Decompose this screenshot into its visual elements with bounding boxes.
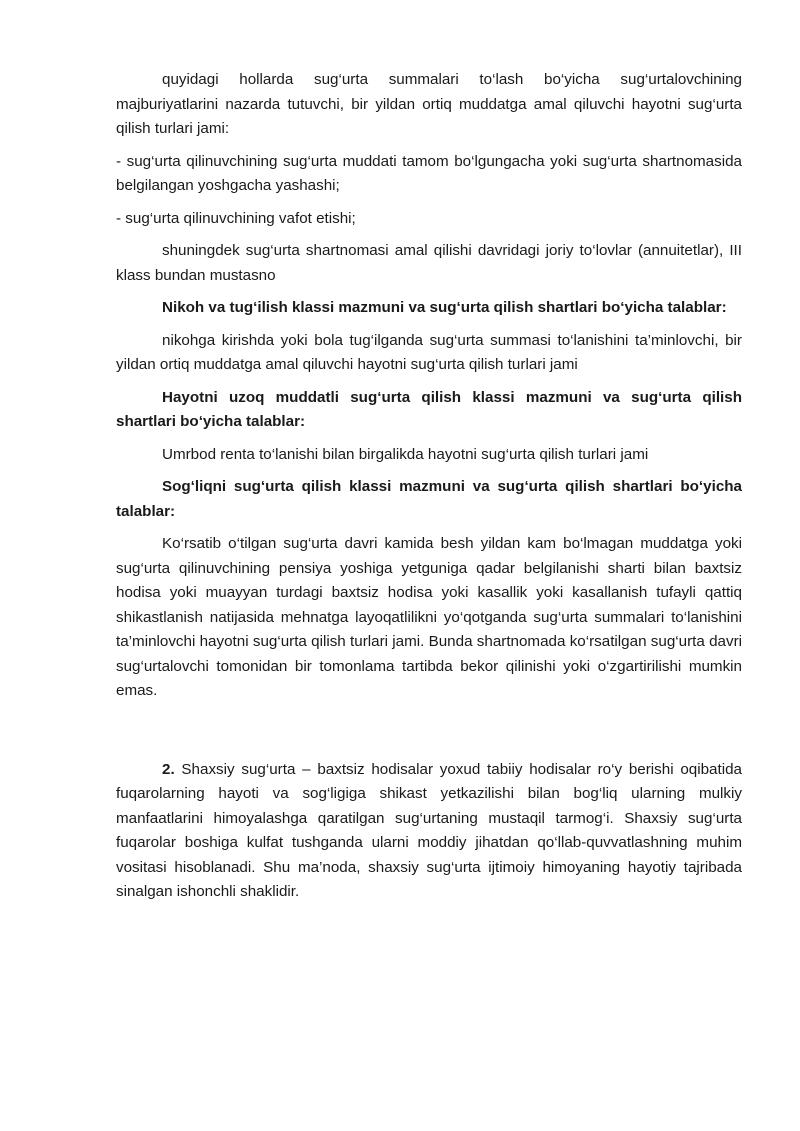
paragraph-personal-insurance	[116, 758, 742, 905]
heading-health-insurance-class: Sog‘liqni sug‘urta qilish klassi mazmuni va sug‘urta qilish shartlari bo‘yicha talablar:	[116, 478, 742, 520]
list-item-death: - sug‘urta qilinuvchining vafot etishi;	[116, 209, 356, 227]
paragraph-marriage-birth: nikohga kirishda yoki bola tug‘ilganda sug‘urta summasi to‘lanishini ta’minlovchi, bir yildan ortiq muddatga amal qiluvchi hayotni sug‘urta qilish turlari jami	[116, 331, 742, 373]
paragraph-personal-insurance-text: Shaxsiy sug‘urta – baxtsiz hodisalar yoxud tabiiy hodisalar ro‘y berishi oqibatida fuqarolarning hayoti va sog‘ligiga shikast yetkazilishi bilan bog‘liq ularning mulkiy manfaatlarini himoyalashga qaratilgan sug‘urtaning mustaqil tarmog‘i. Shaxsiy sug‘urta fuqarolar boshiga kulfat tushganda ularni moddiy jihatdan qo‘llab-quvvatlashning muhim vositasi hisoblanadi. Shu ma’noda, shaxsiy sug‘urta ijtimoiy himoyaning hayotiy tajribada sinalgan ishonchli shaklidir.	[116, 760, 742, 900]
section-number: 2.	[162, 760, 175, 778]
page-body	[116, 68, 742, 913]
paragraph-life-insurance-obligations: quyidagi hollarda sug‘urta summalari to‘lash bo‘yicha sug‘urtalovchining majburiyatlarini nazarda tutuvchi, bir yildan ortiq muddatga amal qiluvchi hayotni sug‘urta qilish turlari jami:	[116, 71, 742, 137]
section-gap	[116, 712, 742, 758]
list-item-survival: - sug‘urta qilinuvchining sug‘urta muddati tamom bo‘lgungacha yoki sug‘urta shartnomasida belgilangan yoshgacha yashashi;	[116, 152, 742, 194]
heading-marriage-birth-class: Nikoh va tug‘ilish klassi mazmuni va sug‘urta qilish shartlari bo‘yicha talablar:	[162, 299, 727, 316]
paragraph-health-insurance: Ko‘rsatib o‘tilgan sug‘urta davri kamida besh yildan kam bo‘lmagan muddatga yoki sug‘urta qilinuvchining pensiya yoshiga yetguniga qadar belgilanishi sharti bilan baxtsiz hodisa yoki muayyan turdagi baxtsiz hodisa yoki kasallik yoki kasallanish tufayli qattiq shikastlanish natijasida mehnatga layoqatlilikni yo‘qotganda sug‘urta summalari to‘lanishini ta’minlovchi hayotni sug‘urta qilish turlari jami. Bunda shartnomada ko‘rsatilgan sug‘urta davri sug‘urtalovchi tomonidan bir tomonlama tartibda bekor qilinishi yoki o‘zgartirilishi mumkin emas.	[116, 535, 742, 699]
paragraph-annuities: shuningdek sug‘urta shartnomasi amal qilishi davridagi joriy to‘lovlar (annuitetlar), III klass bundan mustasno	[116, 242, 742, 284]
heading-long-term-life-class: Hayotni uzoq muddatli sug‘urta qilish klassi mazmuni va sug‘urta qilish shartlari bo‘yicha talablar:	[116, 388, 742, 430]
paragraph-lifetime-annuity: Umrbod renta to‘lanishi bilan birgalikda hayotni sug‘urta qilish turlari jami	[162, 445, 649, 463]
